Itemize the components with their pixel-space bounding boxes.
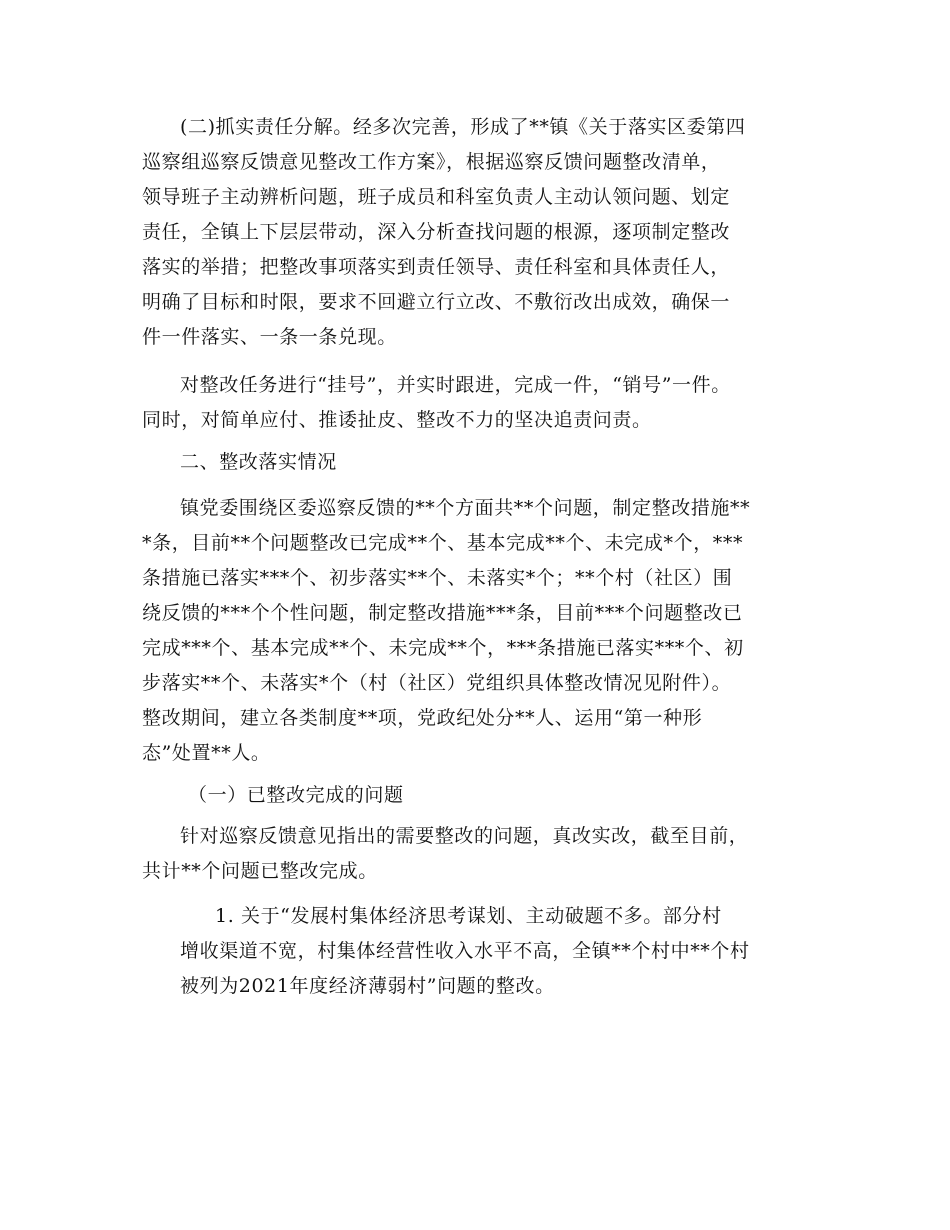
paragraph-line: 共计**个问题已整改完成。: [142, 860, 378, 882]
paragraph-line: 巡察组巡察反馈意见整改工作方案》，根据巡察反馈问题整改清单，: [142, 151, 721, 173]
paragraph-line: 件一件落实、一条一条兑现。: [142, 326, 397, 348]
paragraph-line: 条措施已落实***个、初步落实**个、未落实*个；**个村（社区）围: [142, 567, 733, 589]
section-heading: 二、整改落实情况: [180, 451, 337, 473]
paragraph-line: 绕反馈的***个个性问题，制定整改措施***条，目前***个问题整改已: [142, 602, 743, 624]
paragraph-line: 领导班子主动辨析问题，班子成员和科室负责人主动认领问题、划定: [142, 186, 731, 208]
item-line: 1. 关于“发展村集体经济思考谋划、主动破题不多。部分村: [215, 905, 722, 927]
paragraph-line: *条，目前**个问题整改已完成**个、基本完成**个、未完成*个，***: [142, 532, 744, 554]
paragraph-line: 明确了目标和时限，要求不回避立行立改、不敷衍改出成效，确保一: [142, 291, 731, 313]
subsection-heading: （一）已整改完成的问题: [188, 784, 404, 806]
paragraph-line: 完成***个、基本完成**个、未完成**个，***条措施已落实***个、初: [142, 637, 744, 659]
paragraph-line: 镇党委围绕区委巡察反馈的**个方面共**个问题，制定整改措施**: [180, 497, 751, 519]
paragraph-line: 整改期间，建立各类制度**项，党政纪处分**人、运用“第一种形: [142, 707, 703, 729]
paragraph-line: 同时，对简单应付、推诿扯皮、整改不力的坚决追责问责。: [142, 409, 652, 431]
paragraph-line: 针对巡察反馈意见指出的需要整改的问题，真改实改，截至目前，: [180, 825, 749, 847]
paragraph-line: 责任，全镇上下层层带动，深入分析查找问题的根源，逐项制定整改: [142, 221, 731, 243]
paragraph-line: 步落实**个、未落实*个（村（社区）党组织具体整改情况见附件）。: [142, 672, 732, 694]
paragraph-line: 态”处置**人。: [142, 742, 271, 764]
item-line: 增收渠道不宽，村集体经营性收入水平不高，全镇**个村中**个村: [180, 940, 750, 962]
paragraph-line: 落实的举措；把整改事项落实到责任领导、责任科室和具体责任人，: [142, 256, 731, 278]
paragraph-line: 对整改任务进行“挂号”，并实时跟进，完成一件，“销号”一件。: [180, 374, 731, 396]
item-line: 被列为2021年度经济薄弱村”问题的整改。: [180, 975, 555, 997]
paragraph-line: (二)抓实责任分解。经多次完善，形成了**镇《关于落实区委第四: [180, 116, 746, 138]
